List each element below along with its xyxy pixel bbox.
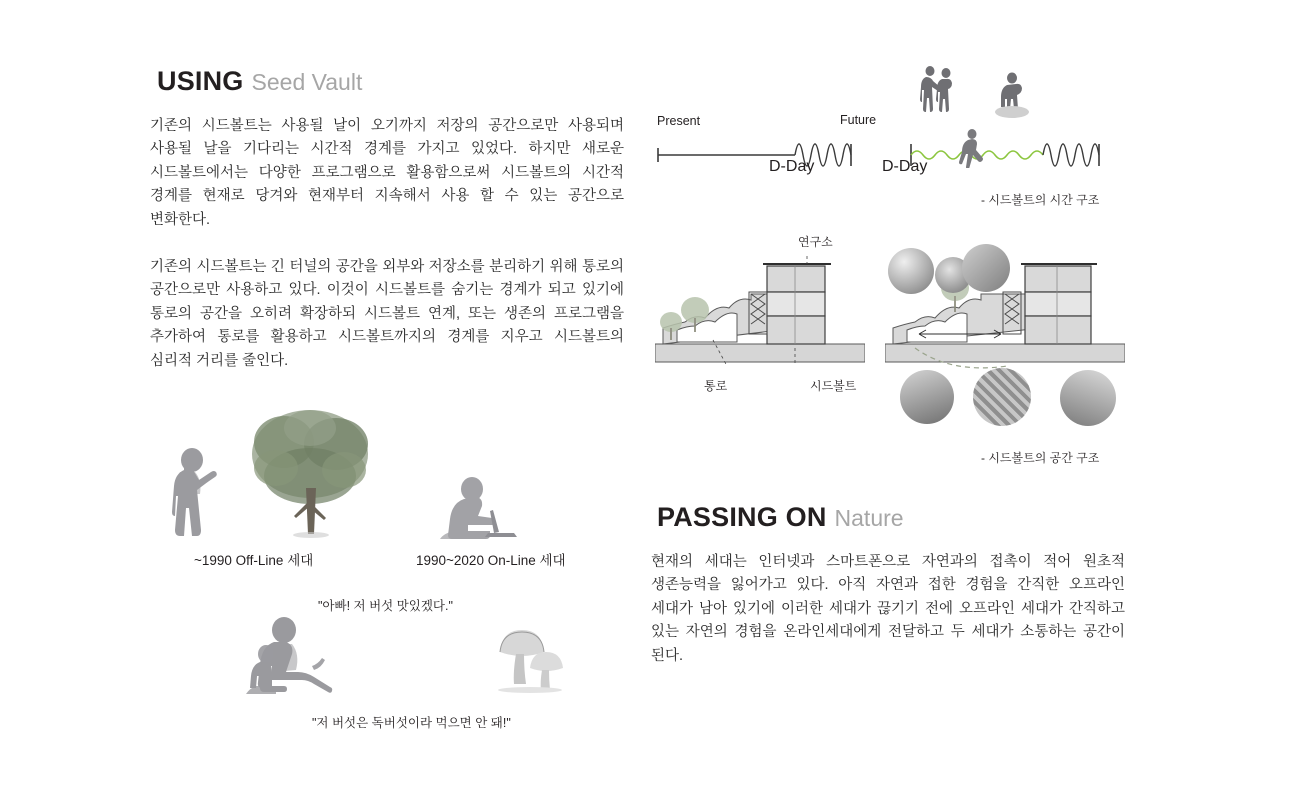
using-heading [157,66,362,97]
thumbnail-circle-4 [900,370,954,424]
passing-on-heading-main: PASSING ON [657,502,827,532]
using-heading-sub: Seed Vault [251,69,363,95]
timeline-diagram-caption: - 시드볼트의 시간 구조 [981,193,1100,207]
timeline-person-running [956,128,994,168]
thumbnail-circle-6 [1060,370,1116,426]
tree-illustration [240,402,380,540]
timeline-left-dday: D-Day [769,158,815,175]
section-diagram-left [655,248,865,370]
quote-top: "아빠! 저 버섯 맛있겠다." [318,599,453,613]
passing-on-paragraph-1: 현재의 세대는 인터넷과 스마트폰으로 자연과의 접촉이 적어 원초적 생존능력을 잃어가고 있다. 아직 자연과 접한 경험을 간직한 오프라인 세대가 남아 있기에 이러한 세대가 끊기기 전에 오프라인 세대가 간직하고 있는 자연의 경험을 온라인세대에게 전달하고 두 세대가 소통하는 공간이 된다. [651,554,1125,664]
parent-child-silhouette [240,616,360,702]
section-corridor-label: 통로 [704,379,728,393]
timeline-right-dday: D-Day [882,158,928,175]
timeline-people-group-1 [918,64,958,112]
quote-bottom: "저 버섯은 독버섯이라 먹으면 안 돼!" [312,716,511,730]
thumbnail-circle-3 [962,244,1010,292]
passing-on-heading [657,502,904,533]
mushroom-illustration [486,620,570,694]
thumbnail-circle-5 [973,368,1031,426]
timeline-future-label: Future [840,113,877,127]
thumbnail-circle-1 [888,248,934,294]
online-generation-caption: 1990~2020 On-Line 세대 [416,553,566,568]
timeline-person-on-pedestal [990,70,1034,120]
using-heading-main: USING [157,66,244,96]
section-diagram-caption: - 시드볼트의 공간 구조 [981,451,1100,465]
using-paragraph-1: 기존의 시드볼트는 사용될 날이 오기까지 저장의 공간으로만 사용되며 사용될 날을 기다리는 시간적 경계를 가지고 있었다. 하지만 새로운 시드볼트에서는 다양한 프로그램으로 활용함으로써 시드볼트의 시간적 경계를 현재로 당겨와 현재부터 지속해서 사용 할 수 있는 공간으로 변화한다. [150,118,624,228]
pointing-girl-silhouette [164,448,228,540]
section-lab-label: 연구소 [798,235,833,249]
timeline-right-diagram [908,128,1128,168]
using-paragraph-2: 기존의 시드볼트는 긴 터널의 공간을 외부와 저장소를 분리하기 위해 통로의 공간으로만 사용하고 있다. 이것이 시드볼트를 숨기는 경계가 되고 있기에 통로의 공간을 오히려 확장하되 시드볼트 연계, 또는 생존의 프로그램을 추가하여 통로를 활용하고 시드볼트까지의 경계를 지우고 시드볼트의 심리적 거리를 줄인다. [150,259,624,369]
section-seedvault-label: 시드볼트 [810,379,857,393]
offline-generation-caption: ~1990 Off-Line 세대 [194,553,314,568]
timeline-present-label: Present [657,114,701,128]
laptop-girl-silhouette [434,475,546,541]
passing-on-heading-sub: Nature [834,505,904,531]
